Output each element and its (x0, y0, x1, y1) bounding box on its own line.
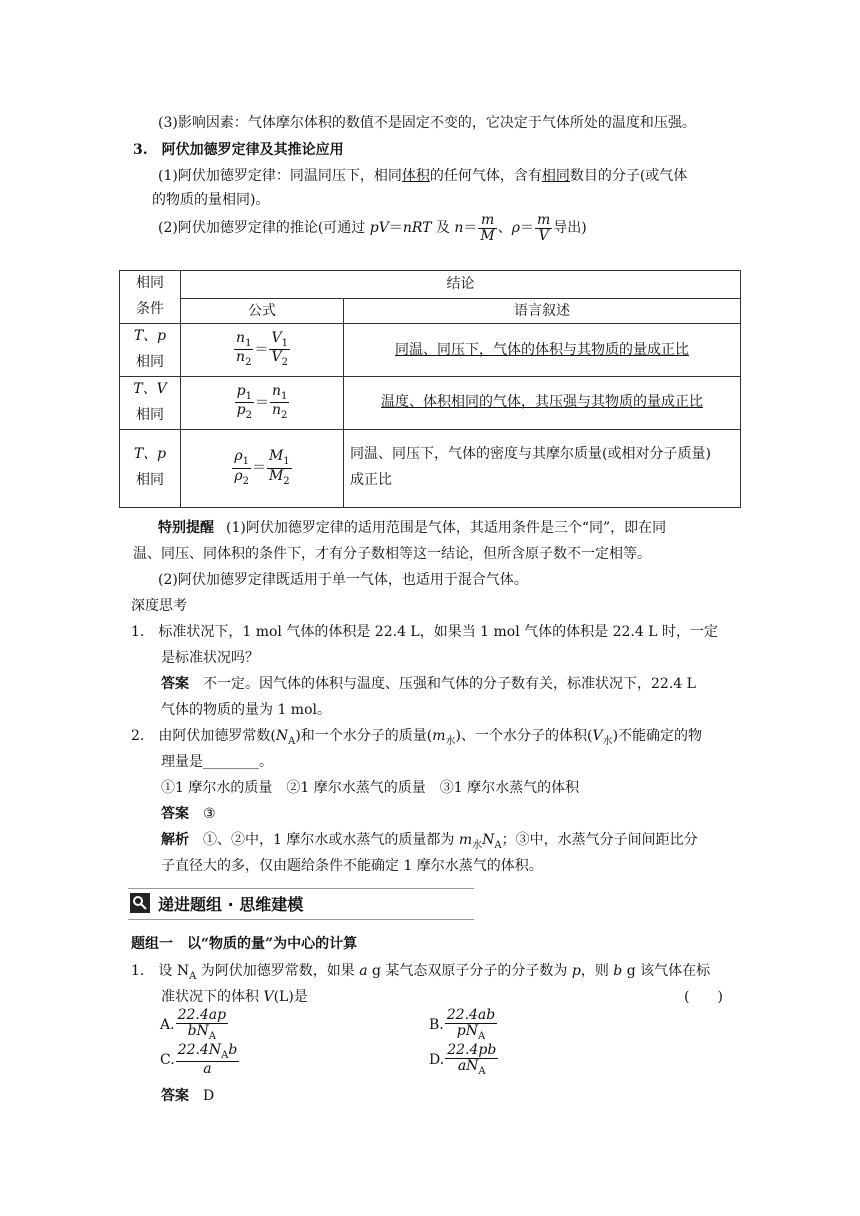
var-n: n (454, 220, 464, 237)
description-text: 同温、同压下，气体的体积与其物质的量成正比 (395, 341, 689, 358)
numerator: ρ (234, 448, 243, 465)
item3-title: 阿伏加德罗定律及其推论应用 (161, 142, 344, 158)
subscript: 2 (245, 357, 252, 369)
header-text: 相同 (136, 275, 164, 292)
row-condition (120, 324, 181, 377)
question-text: )、一个水分子的体积( (455, 728, 593, 744)
table-row (120, 429, 741, 507)
think-q2-options: ①1 摩尔水的质量 ②1 摩尔水蒸气的质量 ③1 摩尔水蒸气的体积 (161, 780, 580, 796)
row-description (344, 376, 741, 429)
subscript: 2 (245, 409, 252, 421)
magnifier-icon (130, 893, 150, 913)
think-a2 (161, 803, 216, 825)
text-span: (2)阿伏加德罗定律的推论(可通过 (158, 220, 370, 237)
var-N: N (176, 963, 190, 979)
special-note-line2: 温、同压、同体积的条件下，才有分子数相等这一结论，但所含原子数不一定相等。 (133, 546, 651, 562)
explanation-text: ；③中，水蒸气分子间间距比分 (501, 832, 698, 848)
condition-vars: T、p (133, 328, 167, 344)
answer-label: 答案 (161, 676, 189, 692)
subscript: 1 (283, 456, 290, 468)
numerator: n (271, 382, 281, 399)
special-note-line1 (158, 517, 666, 539)
answer-label: 答案 (161, 806, 189, 822)
question-number: 1. (131, 963, 145, 979)
fraction-right (269, 331, 290, 369)
note-text: (1)阿伏加德罗定律的适用范围是气体，其适用条件是三个“同”，即在同 (226, 520, 667, 536)
text-span: 导出) (553, 220, 587, 237)
var-p: p (571, 963, 581, 979)
option-c (160, 1043, 240, 1077)
subscript: 水 (602, 735, 613, 747)
subscript: 2 (283, 475, 290, 487)
header-text: 条件 (136, 301, 164, 317)
subscript: 1 (245, 390, 252, 402)
equals: ＝ (254, 341, 269, 358)
equals: ＝ (388, 220, 403, 237)
question-text: g 某气态双原子分子的分子数为 (367, 963, 572, 979)
text-span: 的任何气体，含有 (429, 168, 542, 184)
think-a1-line1 (161, 673, 696, 695)
subscript: A (189, 970, 197, 982)
question-number: 2. (131, 728, 145, 744)
avogadro-law-line1 (158, 165, 687, 187)
row-description (344, 324, 741, 377)
question-number: 1. (131, 624, 145, 640)
answer-text: ③ (203, 806, 216, 822)
option-letter: C. (160, 1052, 175, 1068)
fraction-left (234, 331, 253, 369)
option-fraction (176, 1008, 228, 1042)
fraction-left (235, 384, 254, 422)
question-text: ，则 (580, 963, 614, 979)
question-text: 由阿伏加德罗常数( (158, 728, 276, 744)
formula-pv: pV (369, 220, 389, 237)
var-V: V (263, 989, 274, 1005)
numerator: V (271, 330, 282, 347)
corollary-line (158, 213, 587, 243)
think-q1-line2: 是标准状况吗？ (161, 650, 259, 666)
text-span: (1)阿伏加德罗定律：同温同压下，相同 (158, 168, 402, 184)
numerator: 22.4ap (177, 1007, 227, 1023)
subscript: 2 (242, 475, 249, 487)
fraction-right (267, 449, 292, 487)
denominator: n (271, 402, 281, 419)
answer-label: 答案 (161, 1088, 189, 1104)
numerator: m (537, 212, 551, 228)
condition-text: 相同 (136, 406, 164, 423)
numerator: n (236, 330, 246, 347)
table-row (120, 324, 741, 377)
deep-thinking-heading: 深度思考 (131, 598, 187, 614)
answer-text: D (203, 1088, 215, 1104)
equals: ＝ (520, 220, 534, 237)
question-text: 设 (158, 963, 177, 979)
equals: ＝ (463, 220, 478, 237)
denominator: M (480, 227, 495, 244)
row-formula (181, 324, 344, 377)
denominator: p (236, 402, 246, 419)
numerator: b (228, 1042, 238, 1058)
special-note-line3: (2)阿伏加德罗定律既适用于单一气体，也适用于混合气体。 (158, 572, 528, 588)
group-title: 题组一 以“物质的量”为中心的计算 (131, 936, 358, 952)
section-header (128, 888, 474, 920)
formula-nrt: nRT (402, 220, 432, 237)
question-text: )不能确定的物 (612, 728, 703, 744)
fraction-right (270, 384, 289, 422)
group-q1-line2 (161, 986, 308, 1008)
option-a (160, 1008, 229, 1042)
subscript: 1 (281, 337, 288, 349)
option-fraction (176, 1043, 240, 1077)
header-formula: 公式 (181, 299, 344, 324)
text-span: 及 (431, 220, 455, 237)
explanation-text: ①、②中，1 摩尔水或水蒸气的质量都为 (203, 832, 459, 848)
row-description (344, 429, 741, 507)
row-formula (181, 429, 344, 507)
question-text: )和一个水分子的质量( (295, 728, 433, 744)
question-text: 为阿伏加德罗常数，如果 (196, 963, 360, 979)
var-N: N (275, 728, 289, 744)
factor-line: (3)影响因素：气体摩尔体积的数值不是固定不变的，它决定于气体所处的温度和压强。 (158, 115, 696, 131)
subscript: A (477, 1030, 486, 1042)
subscript: A (494, 839, 502, 851)
option-fraction (445, 1008, 497, 1042)
header-condition (120, 271, 181, 324)
underlined-term-volume: 体积 (401, 168, 430, 184)
section-title: 递进题组 · 思维建模 (158, 895, 304, 914)
question-text: g 该气体在标 (622, 963, 711, 979)
var-m: m (432, 728, 446, 744)
think-explanation-line1 (161, 829, 698, 854)
subscript: 2 (281, 409, 288, 421)
text-span: 数目的分子(或气体 (569, 168, 688, 184)
row-condition (120, 429, 181, 507)
option-letter: B. (429, 1017, 444, 1033)
option-letter: D. (429, 1052, 445, 1068)
option-fraction (445, 1043, 498, 1077)
fraction-m-over-V (535, 213, 552, 243)
denominator: bN (187, 1022, 209, 1039)
numerator: M (268, 448, 284, 465)
condition-vars: T、p (133, 446, 167, 463)
condition-text: 相同 (136, 472, 164, 489)
denominator: aN (457, 1057, 479, 1074)
subscript: A (478, 1065, 486, 1077)
numerator: m (478, 213, 496, 229)
note-label: 特别提醒 (158, 520, 214, 536)
var-b: b (613, 963, 623, 979)
denominator: pN (456, 1022, 478, 1039)
condition-text: 相同 (136, 353, 164, 370)
denominator: ρ (234, 467, 243, 484)
subscript: 水 (472, 839, 483, 851)
explanation-label: 解析 (161, 832, 189, 848)
subscript: 1 (242, 456, 249, 468)
description-text: 成正比 (350, 472, 392, 489)
subscript: 1 (245, 337, 252, 349)
header-conclusion: 结论 (181, 271, 741, 299)
var-rho: ρ (511, 220, 520, 237)
denominator: a (203, 1061, 212, 1078)
answer-text: 不一定。因气体的体积与温度、压强和气体的分子数有关，标准状况下，22.4 L (203, 676, 696, 692)
description-text: 温度、体积相同的气体，其压强与其物质的量成正比 (381, 394, 703, 411)
subscript: 2 (281, 357, 288, 369)
separator: 、 (497, 220, 512, 237)
item3-heading (133, 139, 344, 161)
row-formula (181, 376, 344, 429)
answer-blank: ( ) (684, 989, 723, 1005)
numerator: 22.4ab (446, 1007, 496, 1023)
numerator: 22.4N (177, 1042, 222, 1058)
option-d (429, 1043, 499, 1077)
header-description: 语言叙述 (344, 299, 741, 324)
description-text: 同温、同压下，气体的密度与其摩尔质量(或相对分子质量) (350, 446, 711, 463)
row-condition (120, 376, 181, 429)
avogadro-law-line2: 的物质的量相同)。 (152, 192, 270, 208)
equals: ＝ (251, 460, 266, 477)
subscript: A (288, 735, 296, 747)
think-q2-line2: 理量是________。 (161, 754, 273, 770)
denominator: V (538, 227, 549, 244)
group-q1-answer (161, 1085, 214, 1107)
section-icon (130, 893, 150, 913)
question-text: 准状况下的体积 (161, 989, 264, 1005)
var-m: m (458, 832, 473, 848)
subscript: A (208, 1030, 217, 1042)
var-V: V (592, 728, 603, 744)
denominator: M (268, 467, 284, 484)
numerator: 22.4pb (447, 1042, 497, 1058)
option-b (429, 1008, 498, 1042)
question-text: 标准状况下，1 mol 气体的体积是 22.4 L，如果当 1 mol 气体的体积是 22.4 L 时，一定 (158, 624, 718, 640)
subscript: A (221, 1049, 229, 1061)
underlined-term-same: 相同 (541, 168, 570, 184)
subscript: 水 (445, 735, 456, 747)
equals: ＝ (254, 394, 269, 411)
group-q1-line1 (131, 960, 710, 985)
think-explanation-line2: 子直径大的多，仅由题给条件不能确定 1 摩尔水蒸气的体积。 (161, 858, 543, 874)
fraction-left (232, 449, 251, 487)
think-q2-line1 (131, 725, 702, 750)
denominator: V (271, 349, 282, 366)
fraction-m-over-M (478, 213, 496, 243)
option-letter: A. (160, 1017, 175, 1033)
question-text: (L)是 (273, 989, 308, 1005)
avogadro-corollary-table (119, 270, 741, 508)
think-q1-line1 (131, 621, 718, 643)
numerator: p (236, 382, 246, 399)
think-a1-line2: 气体的物质的量为 1 mol。 (161, 702, 331, 718)
table-row (120, 376, 741, 429)
subscript: 1 (281, 390, 288, 402)
condition-vars: T、V (133, 380, 167, 397)
var-N: N (482, 832, 495, 848)
var-a: a (359, 963, 368, 979)
item3-number: 3. (133, 142, 148, 158)
denominator: n (236, 349, 246, 366)
